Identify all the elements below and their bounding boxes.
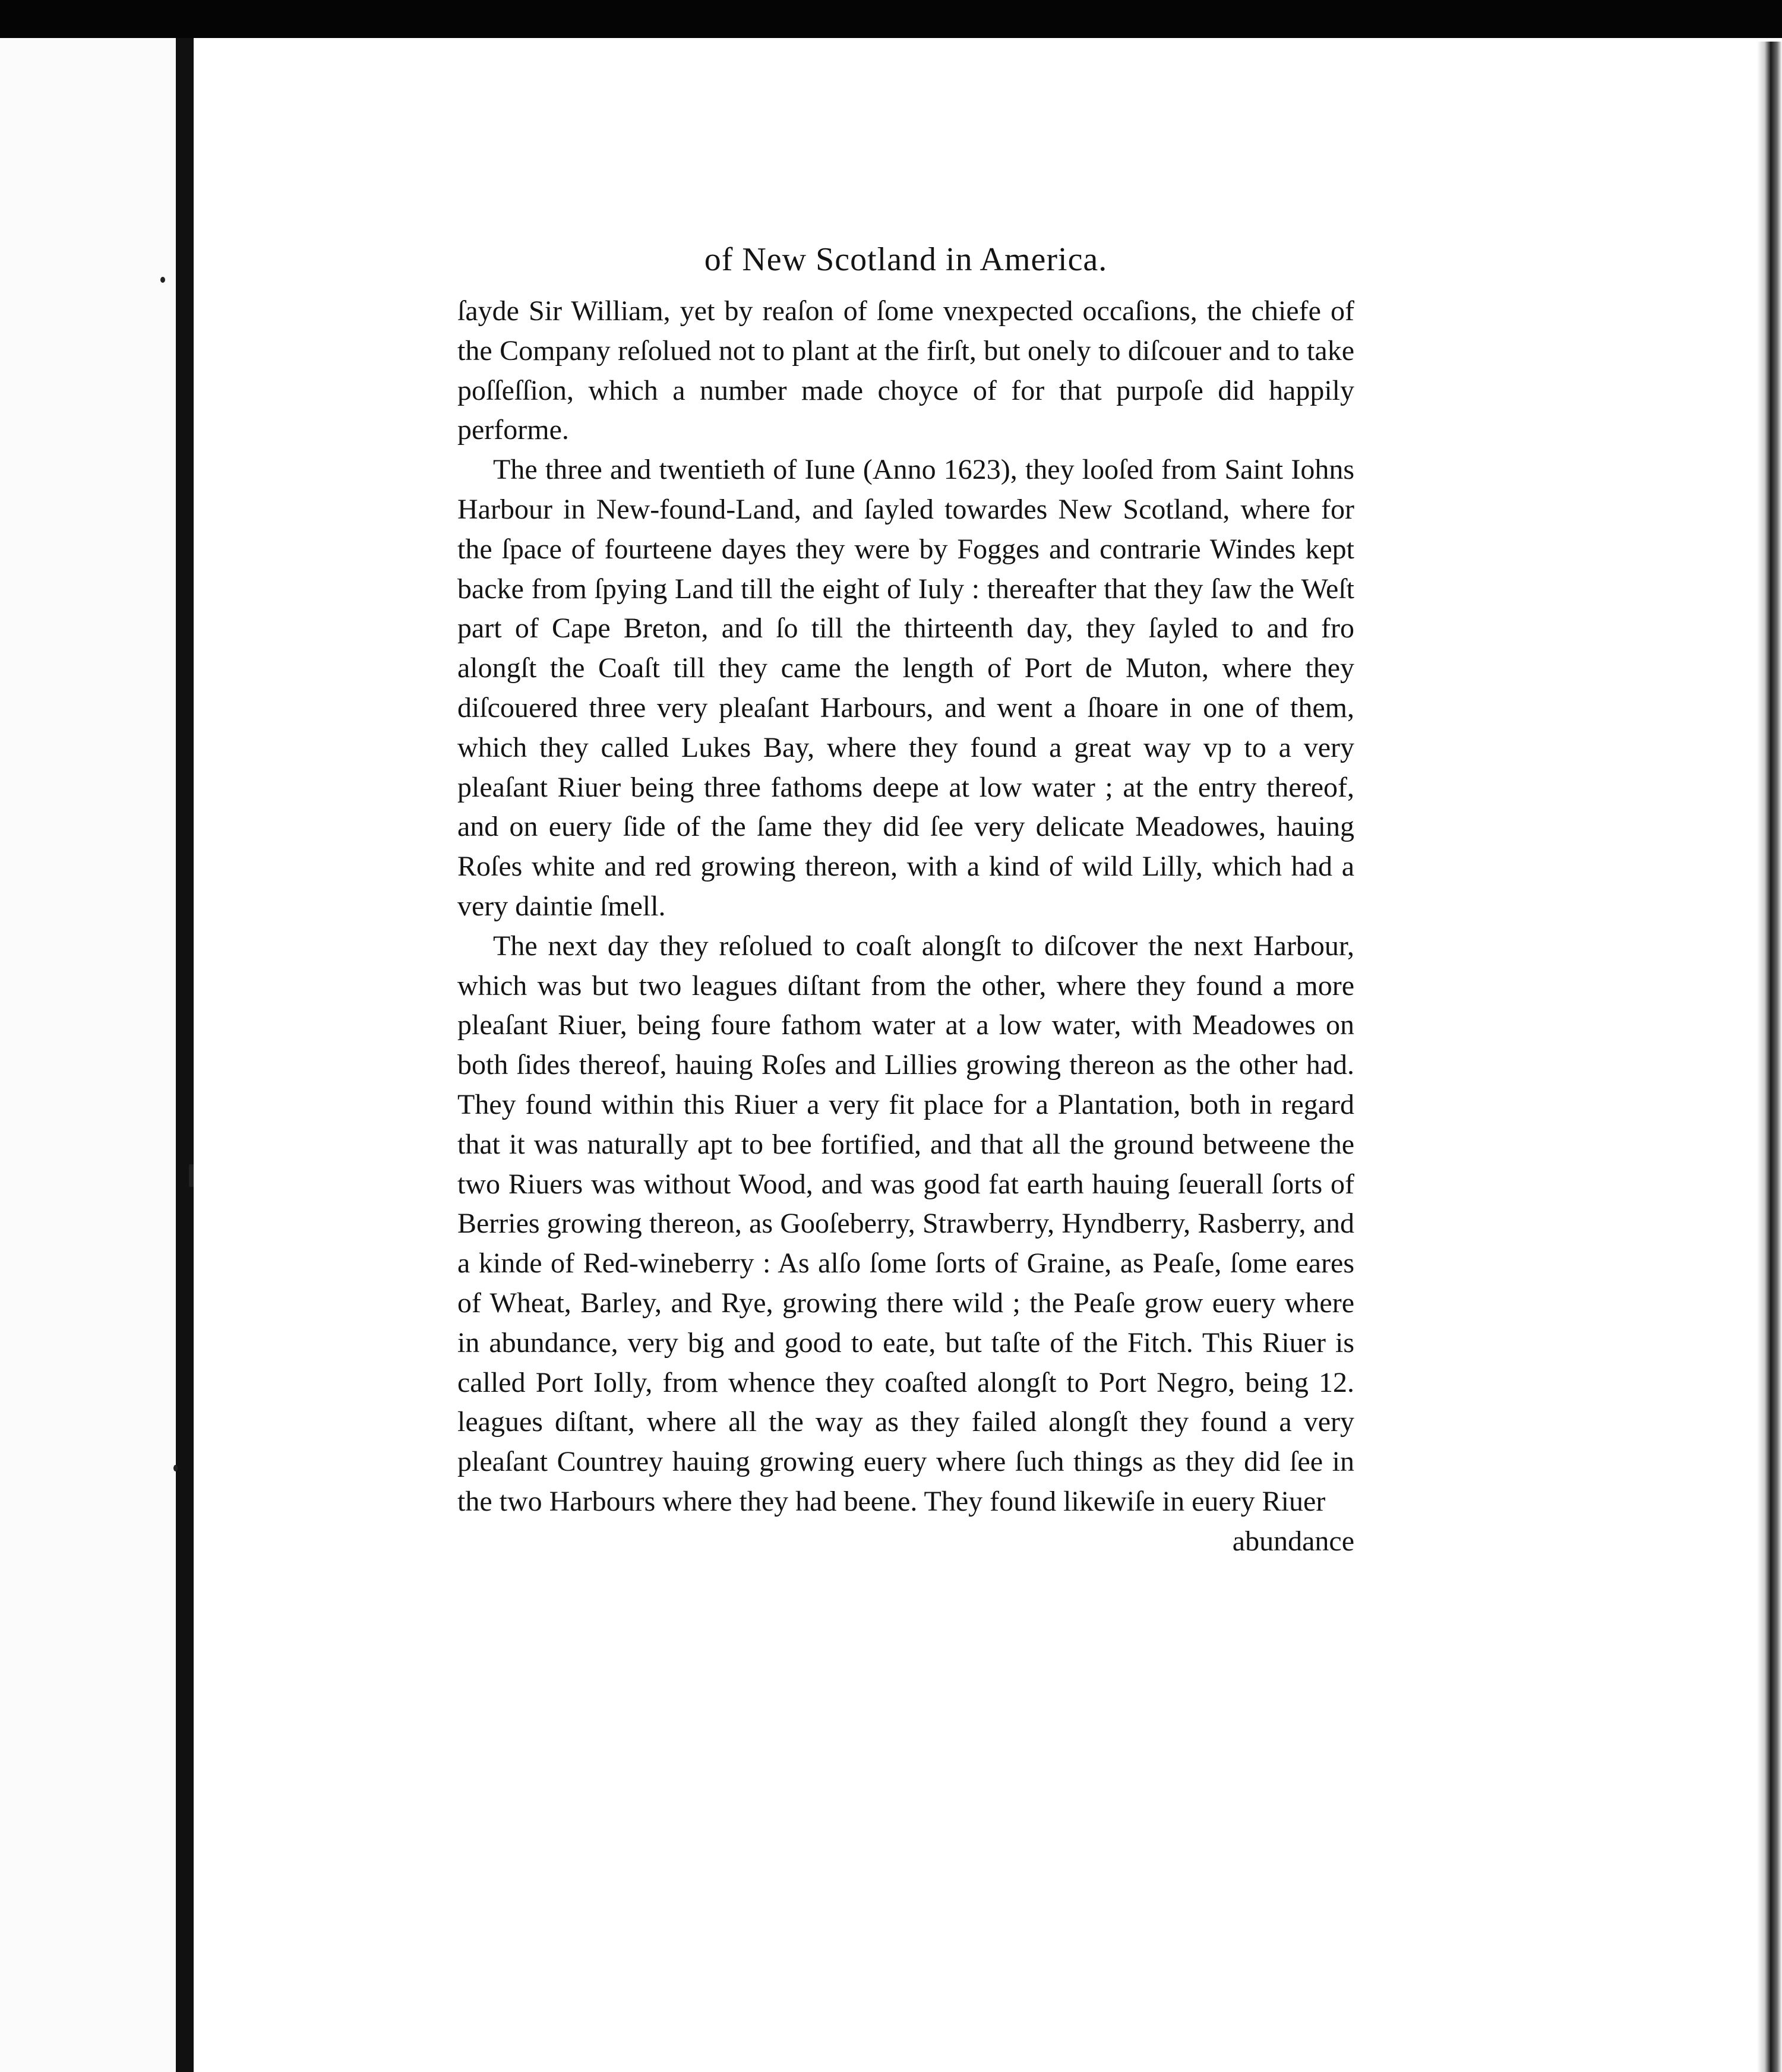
scan-speck — [160, 277, 165, 283]
paragraph-voyage: The three and twentieth of Iune (Anno 1623), they looſed from Saint Iohns Harbour in New-found-Land, and ſayled towardes New Scotland, where for the ſpace of fourteene dayes they were by Fogges and contrarie Windes kept backe from ſpying Land till the eight of Iuly : thereafter that they ſaw the Weſt part of Cape Breton, and ſo till the thirteenth day, they ſayled to and fro alongſt the Coaſt till they came the length of Port de Muton, where they diſcouered three very pleaſant Harbours, and went a ſhoare in one of them, which they called Lukes Bay, where they found a great way vp to a very pleaſant Riuer being three fathoms deepe at low water ; at the entry thereof, and on euery ſide of the ſame they did ſee very delicate Meadowes, hauing Roſes white and red growing thereon, with a kind of wild Lilly, which had a very daintie ſmell. — [457, 454, 1354, 922]
scan-border-top — [0, 0, 1782, 38]
paragraph-continuation: ſayde Sir William, yet by reaſon of ſome vnexpected occaſions, the chiefe of the Company reſolued not to plant at the firſt, but onely to diſcouer and to take poſſeſſion, which a number made choyce of for that purpoſe did happily performe. — [457, 295, 1354, 446]
scan-speck — [189, 1164, 194, 1187]
scan-speck — [173, 1465, 178, 1471]
paragraph-next-harbour: The next day they reſolued to coaſt alongſt to diſcover the next Harbour, which was but two leagues diſtant from the other, where they found a more pleaſant Riuer, being foure fathom water at a low water, with Meadowes on both ſides thereof, hauing Roſes and Lillies growing thereon as the other had. They found within this Riuer a very fit place for a Plantation, both in regard that it was naturally apt to bee fortified, and that all the ground betweene the two Riuers was without Wood, and was good fat earth hauing ſeuerall ſorts of Berries growing thereon, as Gooſeberry, Strawberry, Hyndberry, Rasberry, and a kinde of Red-wineberry : As alſo ſome ſorts of Graine, as Peaſe, ſome eares of Wheat, Barley, and Rye, growing there wild ; the Peaſe grow euery where in abundance, very big and good to eate, but taſte of the Fitch. This Riuer is called Port Iolly, from whence they coaſted alongſt to Port Negro, being 12. leagues diſtant, where all the way as they failed alongſt they found a very pleaſant Countrey hauing growing euery where ſuch things as they did ſee in the two Harbours where they had beene. They found likewiſe in euery Riuer — [457, 930, 1354, 1517]
catchword: abundance — [1232, 1525, 1354, 1557]
facing-page-edge — [0, 38, 178, 2072]
running-head: of New Scotland in America. — [704, 241, 1108, 278]
scan-border-left — [176, 38, 194, 2072]
scan-border-right — [1757, 42, 1782, 2072]
page-body — [457, 241, 1354, 1562]
